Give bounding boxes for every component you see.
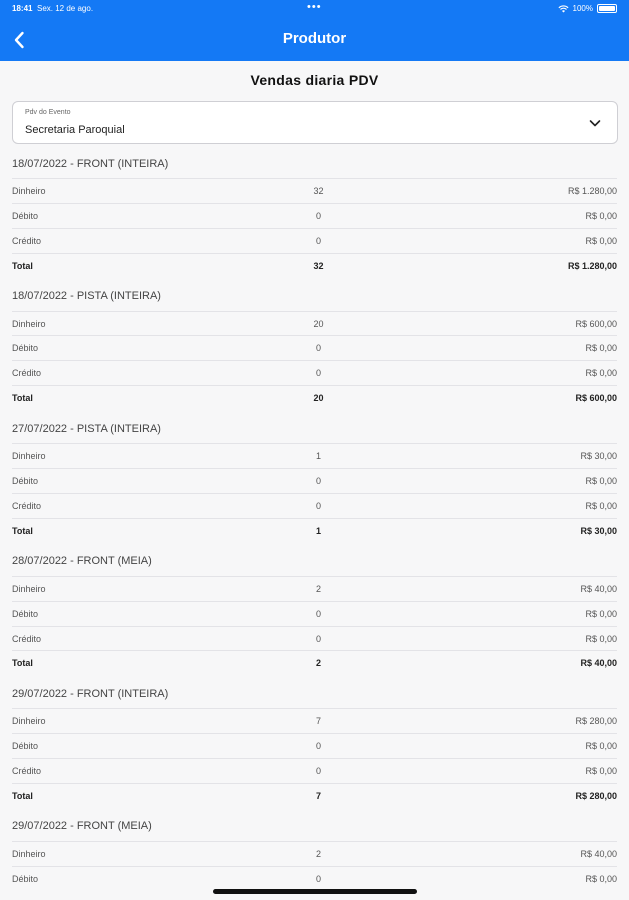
home-indicator[interactable] bbox=[213, 889, 417, 894]
total-label: Total bbox=[12, 260, 33, 271]
total-label: Total bbox=[12, 393, 33, 404]
payment-method: Dinheiro bbox=[12, 583, 46, 594]
total-amount: R$ 600,00 bbox=[575, 393, 617, 404]
table-row bbox=[12, 443, 617, 468]
total-quantity: 20 bbox=[313, 393, 324, 404]
payment-method: Débito bbox=[12, 741, 39, 752]
battery-icon bbox=[597, 4, 617, 13]
table-row bbox=[12, 178, 617, 203]
pdv-select-value: Secretaria Paroquial bbox=[25, 124, 125, 136]
table-row bbox=[12, 708, 617, 733]
table-row bbox=[12, 733, 617, 758]
amount: R$ 600,00 bbox=[575, 318, 617, 329]
payment-method: Dinheiro bbox=[12, 451, 46, 462]
status-date: Sex. 12 de ago. bbox=[37, 4, 94, 13]
header-title: Produtor bbox=[282, 30, 347, 47]
section-header: 18/07/2022 - FRONT (INTEIRA) bbox=[12, 157, 169, 170]
total-amount: R$ 30,00 bbox=[580, 525, 617, 536]
amount: R$ 30,00 bbox=[580, 451, 617, 462]
sales-section bbox=[0, 149, 629, 282]
payment-method: Crédito bbox=[12, 633, 42, 644]
chevron-down-icon bbox=[588, 116, 602, 130]
status-time: 18:41 bbox=[12, 4, 33, 13]
table-row bbox=[12, 626, 617, 651]
table-row bbox=[12, 866, 617, 891]
amount: R$ 0,00 bbox=[585, 633, 617, 644]
sales-list bbox=[0, 149, 629, 900]
quantity: 20 bbox=[313, 318, 324, 329]
payment-method: Crédito bbox=[12, 766, 42, 777]
total-amount: R$ 1.280,00 bbox=[567, 260, 617, 271]
payment-method: Débito bbox=[12, 873, 39, 884]
section-header: 18/07/2022 - PISTA (INTEIRA) bbox=[12, 290, 161, 303]
table-row bbox=[12, 576, 617, 601]
amount: R$ 1.280,00 bbox=[567, 185, 617, 196]
total-quantity: 1 bbox=[315, 525, 321, 536]
amount: R$ 0,00 bbox=[585, 368, 617, 379]
quantity: 1 bbox=[315, 451, 321, 462]
payment-method: Crédito bbox=[12, 500, 42, 511]
status-bar bbox=[0, 1, 629, 16]
quantity: 0 bbox=[315, 235, 321, 246]
sales-section bbox=[0, 812, 629, 900]
total-row bbox=[12, 253, 617, 278]
wifi-icon bbox=[558, 5, 569, 13]
table-row bbox=[12, 601, 617, 626]
payment-method: Dinheiro bbox=[12, 185, 46, 196]
total-row bbox=[12, 650, 617, 675]
quantity: 0 bbox=[315, 633, 321, 644]
total-label: Total bbox=[12, 525, 33, 536]
pdv-select[interactable] bbox=[12, 101, 618, 144]
total-amount: R$ 280,00 bbox=[575, 790, 617, 801]
amount: R$ 0,00 bbox=[585, 741, 617, 752]
total-quantity: 32 bbox=[313, 260, 324, 271]
table-row bbox=[12, 468, 617, 493]
table-row bbox=[12, 335, 617, 360]
page-title: Vendas diaria PDV bbox=[250, 72, 379, 88]
quantity: 0 bbox=[315, 368, 321, 379]
quantity: 0 bbox=[315, 476, 321, 487]
quantity: 0 bbox=[315, 500, 321, 511]
total-row bbox=[12, 518, 617, 543]
quantity: 32 bbox=[313, 185, 324, 196]
payment-method: Crédito bbox=[12, 368, 42, 379]
sales-section bbox=[0, 282, 629, 415]
section-header: 29/07/2022 - FRONT (MEIA) bbox=[12, 820, 152, 833]
table-row bbox=[12, 841, 617, 866]
quantity: 0 bbox=[315, 766, 321, 777]
total-row bbox=[12, 783, 617, 808]
battery-percent: 100% bbox=[572, 4, 593, 13]
amount: R$ 0,00 bbox=[585, 343, 617, 354]
total-label: Total bbox=[12, 658, 33, 669]
payment-method: Débito bbox=[12, 608, 39, 619]
amount: R$ 0,00 bbox=[585, 766, 617, 777]
quantity: 0 bbox=[315, 343, 321, 354]
quantity: 0 bbox=[315, 873, 321, 884]
amount: R$ 40,00 bbox=[580, 583, 617, 594]
table-row bbox=[12, 493, 617, 518]
total-row bbox=[12, 385, 617, 410]
payment-method: Dinheiro bbox=[12, 318, 46, 329]
payment-method: Dinheiro bbox=[12, 716, 46, 727]
section-header: 29/07/2022 - FRONT (INTEIRA) bbox=[12, 687, 169, 700]
total-amount: R$ 40,00 bbox=[580, 658, 617, 669]
total-quantity: 7 bbox=[315, 790, 321, 801]
table-row bbox=[12, 228, 617, 253]
quantity: 2 bbox=[315, 848, 321, 859]
table-row bbox=[12, 311, 617, 336]
total-quantity: 2 bbox=[315, 658, 321, 669]
table-row bbox=[12, 758, 617, 783]
amount: R$ 280,00 bbox=[575, 716, 617, 727]
section-header: 28/07/2022 - FRONT (MEIA) bbox=[12, 555, 152, 568]
section-header: 27/07/2022 - PISTA (INTEIRA) bbox=[12, 422, 161, 435]
sales-section bbox=[0, 679, 629, 812]
payment-method: Débito bbox=[12, 343, 39, 354]
table-row bbox=[12, 360, 617, 385]
sales-section bbox=[0, 414, 629, 547]
total-label: Total bbox=[12, 790, 33, 801]
amount: R$ 0,00 bbox=[585, 873, 617, 884]
quantity: 0 bbox=[315, 608, 321, 619]
table-row bbox=[12, 203, 617, 228]
payment-method: Dinheiro bbox=[12, 848, 46, 859]
app-header bbox=[0, 0, 629, 61]
quantity: 7 bbox=[315, 716, 321, 727]
amount: R$ 0,00 bbox=[585, 476, 617, 487]
amount: R$ 0,00 bbox=[585, 210, 617, 221]
multitasking-dots-icon[interactable]: ••• bbox=[307, 1, 322, 13]
amount: R$ 40,00 bbox=[580, 848, 617, 859]
amount: R$ 0,00 bbox=[585, 500, 617, 511]
sales-section bbox=[0, 547, 629, 680]
amount: R$ 0,00 bbox=[585, 235, 617, 246]
quantity: 0 bbox=[315, 741, 321, 752]
amount: R$ 0,00 bbox=[585, 608, 617, 619]
quantity: 2 bbox=[315, 583, 321, 594]
payment-method: Crédito bbox=[12, 235, 42, 246]
payment-method: Débito bbox=[12, 476, 39, 487]
navigation-bar bbox=[0, 22, 629, 58]
quantity: 0 bbox=[315, 210, 321, 221]
pdv-select-label: Pdv do Evento bbox=[25, 109, 71, 116]
payment-method: Débito bbox=[12, 210, 39, 221]
